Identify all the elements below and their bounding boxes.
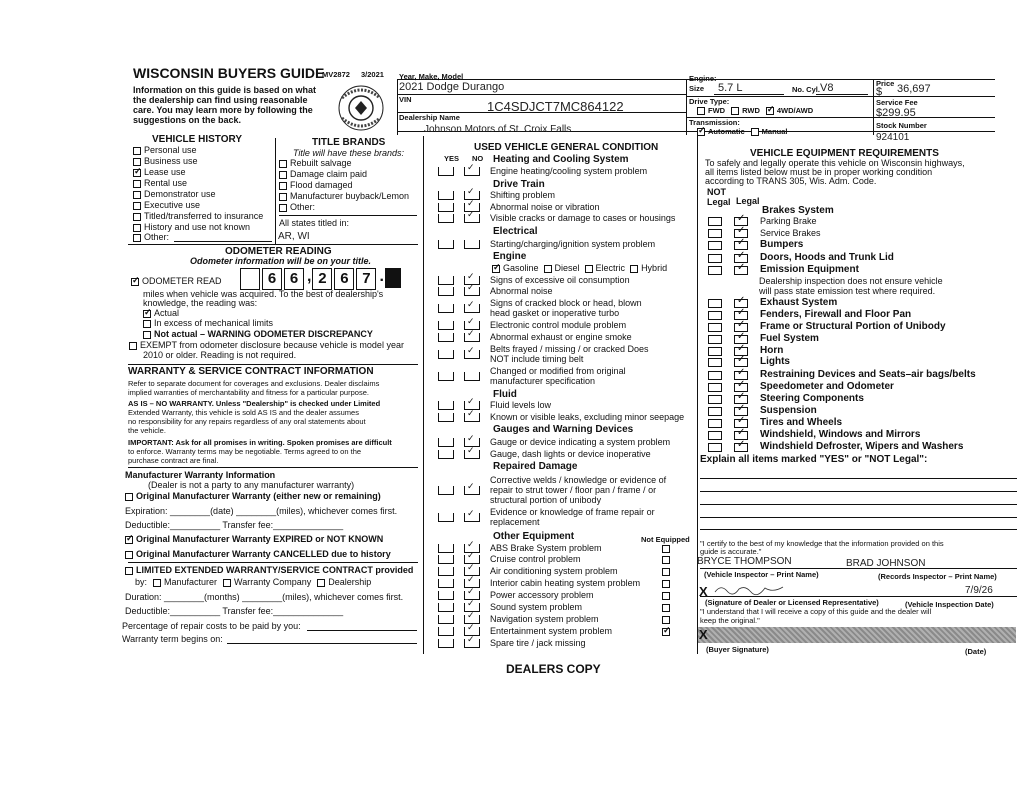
stock-label: Stock Number <box>876 121 927 130</box>
dealer-label: Dealership Name <box>399 113 460 122</box>
inspector-name[interactable]: BRYCE THOMPSON <box>697 556 792 567</box>
yes-checkbox[interactable] <box>438 591 454 600</box>
not-legal-checkbox[interactable] <box>708 229 722 238</box>
not-legal-checkbox[interactable] <box>708 217 722 226</box>
no-checkbox[interactable] <box>464 287 480 296</box>
yes-checkbox[interactable] <box>438 240 454 249</box>
not-legal-checkbox[interactable] <box>708 443 722 452</box>
rwd-checkbox[interactable] <box>731 107 739 115</box>
size-label: Size <box>689 84 705 93</box>
condition-item-label: Cruise control problem <box>490 555 581 564</box>
condition-item <box>438 344 660 364</box>
inspector-label: (Vehicle Inspector – Print Name) <box>704 570 819 579</box>
condition-item-label: Corrective welds / knowledge or evidence of repair to strut tower / floor pan / frame / or structural portion of unibody <box>490 475 667 505</box>
drive-label: Drive Type: <box>689 97 730 106</box>
expiration-line[interactable]: Expiration: ________(date) ________(miles), whichever comes first. <box>125 506 398 516</box>
yes-checkbox[interactable] <box>438 413 454 422</box>
condition-item <box>438 413 684 422</box>
limited-by: by: Manufacturer Warranty Company Dealership <box>135 577 372 587</box>
vin-label: VIN <box>399 95 412 104</box>
yes-checkbox[interactable] <box>438 579 454 588</box>
yes-checkbox[interactable] <box>438 438 454 447</box>
equipment-item: ✓ Fenders, Firewall and Floor Pan <box>708 310 911 320</box>
not-equipped-checkbox[interactable] <box>662 616 670 624</box>
not-legal-checkbox[interactable] <box>708 395 722 404</box>
history-title: VEHICLE HISTORY <box>152 134 243 145</box>
signature-x: X <box>699 584 708 599</box>
condition-section-title: Drive Train <box>493 179 545 190</box>
yes-checkbox[interactable] <box>438 486 454 495</box>
condition-item <box>438 333 632 342</box>
equipment-item: ✓ Doors, Hoods and Trunk Lid <box>708 253 894 263</box>
not-legal-checkbox[interactable] <box>708 254 722 263</box>
condition-item-label: Starting/charging/ignition system problem <box>490 239 656 249</box>
fee-label: Service Fee <box>876 98 918 107</box>
emission-note: Dealership inspection does not ensure vehicle <box>759 276 943 286</box>
condition-section-title: Other Equipment <box>493 531 575 542</box>
history-item[interactable]: Rental use <box>133 179 187 188</box>
no-checkbox[interactable] <box>464 304 480 313</box>
odometer-read-check[interactable]: ✓ ODOMETER READ <box>131 277 222 286</box>
dealer-signature-icon <box>713 582 803 596</box>
condition-item-label: Gauge or device indicating a system problem <box>490 437 671 447</box>
not-legal-checkbox[interactable] <box>708 431 722 440</box>
not-equipped-checkbox[interactable] <box>662 628 670 636</box>
yes-checkbox[interactable] <box>438 450 454 459</box>
intro-line-2: the dealership can find using reasonable <box>133 95 308 105</box>
warranty-line: implied warranties of merchantability and fitness for a particular purpose. <box>128 388 369 397</box>
condition-item <box>438 214 675 223</box>
condition-section-title: Electrical <box>493 226 538 237</box>
odometer-exempt[interactable]: EXEMPT from odometer disclosure because vehicle is model year <box>129 341 404 350</box>
history-item[interactable]: History and use not known <box>133 223 250 232</box>
history-item[interactable]: Personal use <box>133 146 197 155</box>
condition-item-label: Spare tire / jack missing <box>490 638 586 648</box>
condition-item-label: Entertainment system problem <box>490 627 613 636</box>
electric-checkbox[interactable] <box>585 265 593 273</box>
condition-item-label: Signs of cracked block or head, blown head gasket or inoperative turbo <box>490 298 642 318</box>
no-checkbox[interactable] <box>464 486 480 495</box>
no-checkbox[interactable] <box>464 450 480 459</box>
condition-item <box>438 287 553 296</box>
not-legal-checkbox[interactable] <box>708 266 722 275</box>
condition-item <box>438 450 651 459</box>
history-item[interactable]: Demonstrator use <box>133 190 216 199</box>
not-legal-checkbox[interactable] <box>708 371 722 380</box>
term-begins-line: Warranty term begins on: <box>122 634 223 644</box>
yes-checkbox[interactable] <box>438 544 454 553</box>
condition-item-label: Shifting problem <box>490 190 556 200</box>
no-checkbox[interactable] <box>464 214 480 223</box>
fuel-options: ✓ Gasoline Diesel Electric Hybrid <box>492 264 667 273</box>
warranty-line: Extended Warranty, this vehicle is sold AS IS and the dealer assumes <box>128 408 359 417</box>
history-item[interactable]: Executive use <box>133 201 200 210</box>
no-checkbox[interactable] <box>464 372 480 381</box>
yes-checkbox[interactable] <box>438 287 454 296</box>
cyl-value[interactable]: V8 <box>820 82 834 94</box>
condition-item <box>438 191 555 200</box>
equipment-item: ✓ Speedometer and Odometer <box>708 382 894 392</box>
condition-item <box>438 298 660 318</box>
yes-checkbox[interactable] <box>438 513 454 522</box>
condition-item-label: Abnormal exhaust or engine smoke <box>490 332 632 342</box>
warranty-line: AS IS – NO WARRANTY. Unless "Dealership" is checked under Limited <box>128 399 381 408</box>
equipment-item: ✓ Parking Brake <box>708 217 817 226</box>
not-legal-checkbox[interactable] <box>708 358 722 367</box>
equipment-item: ✓ Service Brakes <box>708 229 821 238</box>
condition-item <box>438 507 660 527</box>
condition-section-title: Engine <box>493 251 527 262</box>
equipment-intro: all items listed below must be in proper working condition <box>705 167 933 177</box>
intro-line-1: Information on this guide is based on what <box>133 85 317 95</box>
intro-line-3: care. You may learn more by following the <box>133 105 313 115</box>
not-equipped-header: Not Equipped <box>641 535 690 544</box>
warranty-line: the vehicle. <box>128 426 166 435</box>
yes-checkbox[interactable] <box>438 333 454 342</box>
duration-line[interactable]: Duration: ________(months) ________(miles), whichever comes first. <box>125 592 404 602</box>
condition-item-label: Belts frayed / missing / or cracked Does NOT include timing belt <box>490 344 649 364</box>
not-legal-checkbox[interactable] <box>708 407 722 416</box>
orig-warranty[interactable]: Original Manufacturer Warranty (either new or remaining) <box>125 492 381 501</box>
size-value[interactable]: 5.7 L <box>718 82 743 94</box>
condition-section-title: Heating and Cooling System <box>493 154 629 165</box>
no-checkbox[interactable] <box>464 167 480 176</box>
dealer-sig-label: (Signature of Dealer or Licensed Representative) <box>705 598 879 607</box>
yes-checkbox[interactable] <box>438 567 454 576</box>
odometer-exempt-2: 2010 or older. Reading is not required. <box>143 350 297 360</box>
not-equipped-checkbox[interactable] <box>662 592 670 600</box>
trans-options: ✓ Automatic Manual <box>697 128 788 136</box>
condition-item-label: Abnormal noise or vibration <box>490 202 600 212</box>
equipment-item: ✓ Steering Components <box>708 394 864 404</box>
brand-item[interactable]: Rebuilt salvage <box>279 159 352 168</box>
legal-checkbox[interactable] <box>734 443 748 452</box>
yes-header: YES <box>444 154 460 163</box>
inspection-date[interactable]: 7/9/26 <box>965 585 993 596</box>
equipment-item: ✓ Horn <box>708 346 783 356</box>
condition-item-label: ABS Brake System problem <box>490 544 602 553</box>
equipment-item: ✓ Exhaust System <box>708 298 837 308</box>
certify-text-2: guide is accurate." <box>700 547 762 556</box>
condition-item <box>438 366 660 386</box>
warranty-line: purchase contract are final. <box>128 456 219 465</box>
not-legal-checkbox[interactable] <box>708 383 722 392</box>
not-legal-header-2: Legal <box>707 197 731 207</box>
brand-item[interactable]: Manufacturer buyback/Lemon <box>279 192 409 201</box>
legal-checkbox[interactable] <box>734 266 748 275</box>
condition-section-title: Fluid <box>493 389 517 400</box>
equipment-intro: To safely and legally operate this vehicle on Wisconsin highways, <box>705 158 965 168</box>
odometer-digits: 6 6 , 2 6 7 . <box>240 268 401 290</box>
no-checkbox[interactable] <box>464 413 480 422</box>
explain-label: Explain all items marked "YES" or "NOT Legal": <box>700 454 928 465</box>
not-equipped-checkbox[interactable] <box>662 545 670 553</box>
buyer-label: (Buyer Signature) <box>706 645 769 654</box>
condition-title: USED VEHICLE GENERAL CONDITION <box>474 142 659 153</box>
percentage-line: Percentage of repair costs to be paid by you: <box>122 621 301 631</box>
condition-section-title: Gauges and Warning Devices <box>493 424 634 435</box>
yes-checkbox[interactable] <box>438 276 454 285</box>
condition-item-label: Engine heating/cooling system problem <box>490 166 648 176</box>
equipment-intro: according to TRANS 305, Wis. Adm. Code. <box>705 176 877 186</box>
yes-checkbox[interactable] <box>438 191 454 200</box>
by-dealership-checkbox[interactable] <box>317 579 325 587</box>
not-legal-checkbox[interactable] <box>708 419 722 428</box>
equipment-item: ✓ Lights <box>708 357 790 367</box>
fwd-checkbox[interactable] <box>697 107 705 115</box>
deductible-line-2[interactable]: Deductible:__________ Transfer fee:______________ <box>125 606 344 616</box>
condition-item-label: Abnormal noise <box>490 286 553 296</box>
equipment-item: Brakes System <box>762 205 834 216</box>
history-item-lease[interactable]: ✓ Lease use <box>133 168 186 177</box>
legal-checkbox[interactable] <box>734 241 748 250</box>
odometer-actual[interactable]: ✓ Actual <box>143 309 179 318</box>
equipment-item: ✓ Frame or Structural Portion of Unibody <box>708 322 946 332</box>
trans-label: Transmission: <box>689 118 740 127</box>
odometer-subtitle: Odometer information will be on your title. <box>190 256 372 266</box>
history-item[interactable]: Business use <box>133 157 198 166</box>
yes-checkbox[interactable] <box>438 350 454 359</box>
odometer-desc-1: miles when vehicle was acquired. To the best of dealership's <box>143 289 384 299</box>
condition-item-label: Changed or modified from original manufacturer specification <box>490 366 626 386</box>
yes-checkbox[interactable] <box>438 203 454 212</box>
stock-value[interactable]: 924101 <box>876 132 910 143</box>
legal-header: Legal <box>736 196 760 206</box>
price-label: Price <box>876 79 895 88</box>
manual-checkbox[interactable] <box>751 128 759 136</box>
warranty-line: to enforce. Warranty terms may be negotiable. Terms agreed to on the <box>128 447 362 456</box>
yes-checkbox[interactable] <box>438 304 454 313</box>
ymm-label: Year, Make, Model <box>399 72 464 81</box>
condition-item <box>438 203 600 212</box>
not-legal-checkbox[interactable] <box>708 311 722 320</box>
intro-line-4: suggestions on the back. <box>133 115 242 125</box>
odometer-title: ODOMETER READING <box>225 246 332 257</box>
by-manufacturer-checkbox[interactable] <box>153 579 161 587</box>
equipment-item: ✓ Emission Equipment <box>708 265 859 275</box>
not-equipped-checkbox[interactable] <box>662 580 670 588</box>
equipment-title: VEHICLE EQUIPMENT REQUIREMENTS <box>750 148 939 159</box>
price-value[interactable]: 36,697 <box>897 83 931 95</box>
condition-item-label: Fluid levels low <box>490 400 552 410</box>
no-checkbox[interactable] <box>464 350 480 359</box>
no-checkbox[interactable] <box>464 240 480 249</box>
expired-warranty[interactable]: ✓ Original Manufacturer Warranty EXPIRED or NOT KNOWN <box>125 535 383 544</box>
certify-text: "I certify to the best of my knowledge that the information provided on this <box>700 539 944 548</box>
condition-item <box>438 639 586 648</box>
no-header: NO <box>472 154 484 163</box>
yes-checkbox[interactable] <box>438 555 454 564</box>
titled-label: All states titled in: <box>279 218 350 228</box>
not-legal-checkbox[interactable] <box>708 323 722 332</box>
emission-note-2: will pass state emission test where required. <box>759 286 936 296</box>
buyer-x: X <box>699 627 708 642</box>
condition-item <box>438 167 647 176</box>
not-legal-checkbox[interactable] <box>708 347 722 356</box>
dealers-copy-label: DEALERS COPY <box>506 662 601 676</box>
condition-item-label: Interior cabin heating system problem <box>490 579 641 588</box>
condition-item-label: Sound system problem <box>490 603 583 612</box>
diesel-checkbox[interactable] <box>544 265 552 273</box>
titled-value[interactable]: AR, WI <box>278 231 310 242</box>
condition-item-label: Power accessory problem <box>490 591 594 600</box>
form-date: 3/2021 <box>361 70 384 79</box>
equipment-item: ✓ Bumpers <box>708 240 803 250</box>
dealer-value[interactable]: Johnson Motors of St. Croix Falls <box>424 124 572 135</box>
condition-section-title: Repaired Damage <box>493 461 578 472</box>
ymm-value[interactable]: 2021 Dodge Durango <box>399 81 505 93</box>
brands-subtitle: Title will have these brands: <box>293 148 404 158</box>
not-legal-checkbox[interactable] <box>708 335 722 344</box>
form-title: WISCONSIN BUYERS GUIDE <box>133 65 325 81</box>
not-legal-checkbox[interactable] <box>708 241 722 250</box>
warranty-title: WARRANTY & SERVICE CONTRACT INFORMATION <box>128 366 374 377</box>
understand-text: "I understand that I will receive a copy of this guide and the dealer will <box>700 607 932 616</box>
state-seal-icon <box>336 84 386 132</box>
cancelled-warranty[interactable]: Original Manufacturer Warranty CANCELLED due to history <box>125 550 391 559</box>
equipment-item: ✓ Fuel System <box>708 334 819 344</box>
odometer-desc-2: knowledge, the reading was: <box>143 298 258 308</box>
history-item-other[interactable]: Other: <box>133 233 169 242</box>
condition-item-label: Signs of excessive oil consumption <box>490 275 630 285</box>
by-company-checkbox[interactable] <box>223 579 231 587</box>
brand-item[interactable]: Damage claim paid <box>279 170 367 179</box>
yes-checkbox[interactable] <box>438 627 454 636</box>
yes-checkbox[interactable] <box>438 615 454 624</box>
not-equipped-checkbox[interactable] <box>662 604 670 612</box>
warranty-line: no responsibility for any repairs regardless of any oral statements about <box>128 417 366 426</box>
engine-label: Engine: <box>689 74 717 83</box>
awd-checkbox[interactable] <box>766 107 774 115</box>
yes-checkbox[interactable] <box>438 639 454 648</box>
warranty-line: Refer to separate document for coverages and exclusions. Dealer disclaims <box>128 379 380 388</box>
yes-checkbox[interactable] <box>438 167 454 176</box>
no-checkbox[interactable] <box>464 333 480 342</box>
mfr-title: Manufacturer Warranty Information <box>125 470 276 480</box>
condition-item-label: Electronic control module problem <box>490 320 627 330</box>
automatic-checkbox[interactable] <box>697 128 705 136</box>
condition-item <box>438 475 672 505</box>
condition-item-label: Gauge, dash lights or device inoperative <box>490 449 651 459</box>
records-label: (Records Inspector – Print Name) <box>878 572 997 581</box>
understand-text-2: keep the original." <box>700 616 760 625</box>
hybrid-checkbox[interactable] <box>630 265 638 273</box>
condition-item-label: Evidence or knowledge of frame repair or replacement <box>490 507 655 527</box>
not-equipped-checkbox[interactable] <box>662 568 670 576</box>
brands-title: TITLE BRANDS <box>312 137 386 148</box>
yes-checkbox[interactable] <box>438 401 454 410</box>
cyl-label: No. Cyl. <box>792 85 820 94</box>
equipment-item: ✓ Tires and Wheels <box>708 418 842 428</box>
deductible-line[interactable]: Deductible:__________ Transfer fee:______________ <box>125 520 344 530</box>
history-item[interactable]: Titled/transferred to insurance <box>133 212 263 221</box>
yes-checkbox[interactable] <box>438 603 454 612</box>
condition-item <box>438 240 655 249</box>
yes-checkbox[interactable] <box>438 321 454 330</box>
condition-item-label: Navigation system problem <box>490 615 599 624</box>
not-equipped-checkbox[interactable] <box>662 556 670 564</box>
brand-item[interactable]: Flood damaged <box>279 181 353 190</box>
vin-value[interactable]: 1C4SDJCT7MC864122 <box>487 99 624 114</box>
odometer-not-actual[interactable]: Not actual – WARNING ODOMETER DISCREPANCY <box>143 330 373 339</box>
equipment-item: ✓ Suspension <box>708 406 817 416</box>
yes-checkbox[interactable] <box>438 372 454 381</box>
gasoline-checkbox[interactable] <box>492 265 500 273</box>
limited-warranty[interactable]: LIMITED EXTENDED WARRANTY/SERVICE CONTRACT provided <box>125 566 413 575</box>
brand-item-other[interactable]: Other: <box>279 203 315 212</box>
mfr-subtitle: (Dealer is not a party to any manufacturer warranty) <box>148 480 355 490</box>
price-sign: $ <box>876 86 883 98</box>
condition-item-label: Visible cracks or damage to cases or housings <box>490 213 676 223</box>
no-checkbox[interactable] <box>464 513 480 522</box>
buyer-signature-field[interactable] <box>698 627 1016 643</box>
condition-item-label: Known or visible leaks, excluding minor seepage <box>490 412 685 422</box>
not-legal-checkbox[interactable] <box>708 299 722 308</box>
fee-value[interactable]: $299.95 <box>876 107 916 119</box>
date-label: (Vehicle Inspection Date) <box>905 600 994 609</box>
yes-checkbox[interactable] <box>438 214 454 223</box>
equipment-item: ✓ Restraining Devices and Seats–air bags/belts <box>708 370 976 380</box>
condition-item <box>438 401 551 410</box>
warranty-line: IMPORTANT: Ask for all promises in writing. Spoken promises are difficult <box>128 438 392 447</box>
equipment-item: ✓ Windshield Defroster, Wipers and Washers <box>708 442 963 452</box>
condition-item-label: Air conditioning system problem <box>490 567 618 576</box>
no-checkbox[interactable] <box>464 639 480 648</box>
drive-options: FWD RWD ✓ 4WD/AWD <box>697 107 813 115</box>
records-name[interactable]: BRAD JOHNSON <box>846 558 926 569</box>
odometer-excess[interactable]: In excess of mechanical limits <box>143 319 273 328</box>
legal-checkbox[interactable] <box>734 358 748 367</box>
not-legal-header: NOT <box>707 187 726 197</box>
equipment-item: ✓ Windshield, Windows and Mirrors <box>708 430 920 440</box>
form-number: MV2872 <box>322 70 350 79</box>
buyer-date-label: (Date) <box>965 647 987 656</box>
